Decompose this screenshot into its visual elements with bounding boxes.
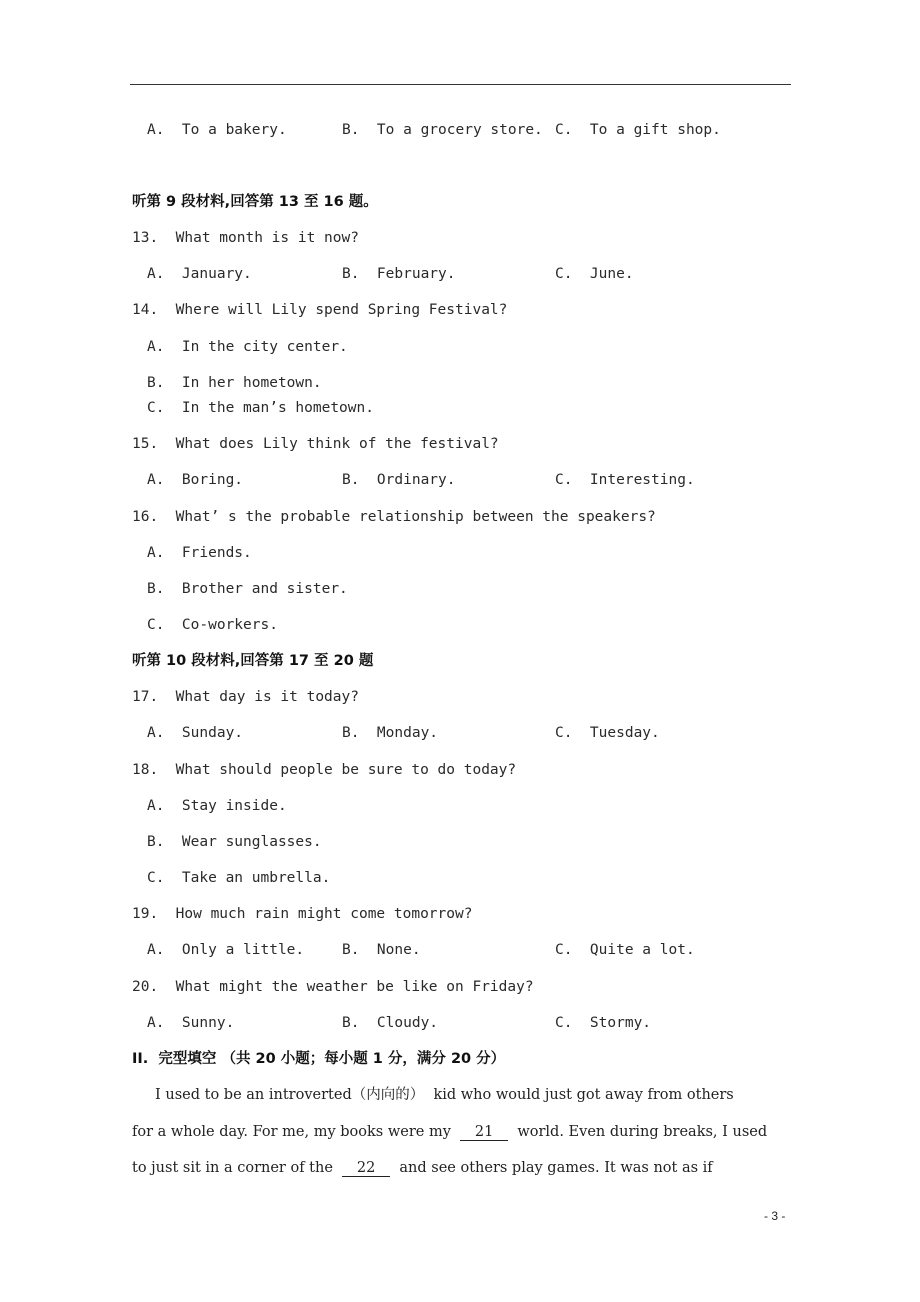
q15-option-b: B. Ordinary.: [342, 472, 456, 488]
q15-text: 15. What does Lily think of the festival?: [132, 436, 499, 452]
section10-heading: 听第 10 段材料,回答第 17 至 20 题: [132, 653, 374, 669]
page-number: - 3 -: [764, 1209, 786, 1223]
q13-option-c: C. June.: [555, 266, 634, 282]
blank-22: 22: [342, 1160, 390, 1177]
q13-option-b: B. February.: [342, 266, 456, 282]
q18-option-b: B. Wear sunglasses.: [147, 834, 322, 850]
q17-option-c: C. Tuesday.: [555, 725, 660, 741]
q20-text: 20. What might the weather be like on Friday?: [132, 979, 534, 995]
section9-heading: 听第 9 段材料,回答第 13 至 16 题。: [132, 194, 378, 210]
q16-text: 16. What’ s the probable relationship between the speakers?: [132, 509, 656, 525]
q17-text: 17. What day is it today?: [132, 689, 359, 705]
q15-option-c: C. Interesting.: [555, 472, 695, 488]
q15-option-a: A. Boring.: [147, 472, 244, 488]
cloze-line-3: [132, 1159, 713, 1177]
q14-text: 14. Where will Lily spend Spring Festival?: [132, 302, 508, 318]
header-rule: [130, 84, 791, 85]
q16-option-c: C. Co-workers.: [147, 617, 278, 633]
blank-21: 21: [460, 1124, 508, 1141]
q20-option-a: A. Sunny.: [147, 1015, 235, 1031]
cloze-line-3-pre: to just sit in a corner of the: [132, 1160, 343, 1176]
q14-option-b: B. In her hometown.: [147, 375, 322, 391]
q17-option-b: B. Monday.: [342, 725, 439, 741]
q19-text: 19. How much rain might come tomorrow?: [132, 906, 473, 922]
q16-option-b: B. Brother and sister.: [147, 581, 348, 597]
cloze-line-3-post: and see others play games. It was not as if: [390, 1160, 713, 1176]
cloze-line-2-post: world. Even during breaks, I used: [508, 1124, 768, 1140]
q12-option-a: A. To a bakery.: [147, 122, 287, 138]
q17-option-a: A. Sunday.: [147, 725, 244, 741]
q18-option-c: C. Take an umbrella.: [147, 870, 331, 886]
q20-option-c: C. Stormy.: [555, 1015, 652, 1031]
q19-option-b: B. None.: [342, 942, 421, 958]
q19-option-a: A. Only a little.: [147, 942, 305, 958]
q18-option-a: A. Stay inside.: [147, 798, 287, 814]
q13-text: 13. What month is it now?: [132, 230, 359, 246]
cloze-heading: II. 完型填空 （共 20 小题；每小题 1 分，满分 20 分）: [132, 1051, 506, 1067]
q14-option-a: A. In the city center.: [147, 339, 348, 355]
q13-option-a: A. January.: [147, 266, 252, 282]
cloze-line-2: [132, 1123, 767, 1141]
q18-text: 18. What should people be sure to do today?: [132, 762, 517, 778]
cloze-line-2-pre: for a whole day. For me, my books were my: [132, 1124, 461, 1140]
q12-option-b: B. To a grocery store.: [342, 122, 543, 138]
q14-option-c: C. In the man’s hometown.: [147, 400, 374, 416]
cloze-line-1: I used to be an introverted（内向的） kid who would just got away from others: [132, 1087, 734, 1103]
q20-option-b: B. Cloudy.: [342, 1015, 439, 1031]
q12-option-c: C. To a gift shop.: [555, 122, 721, 138]
q16-option-a: A. Friends.: [147, 545, 252, 561]
q19-option-c: C. Quite a lot.: [555, 942, 695, 958]
